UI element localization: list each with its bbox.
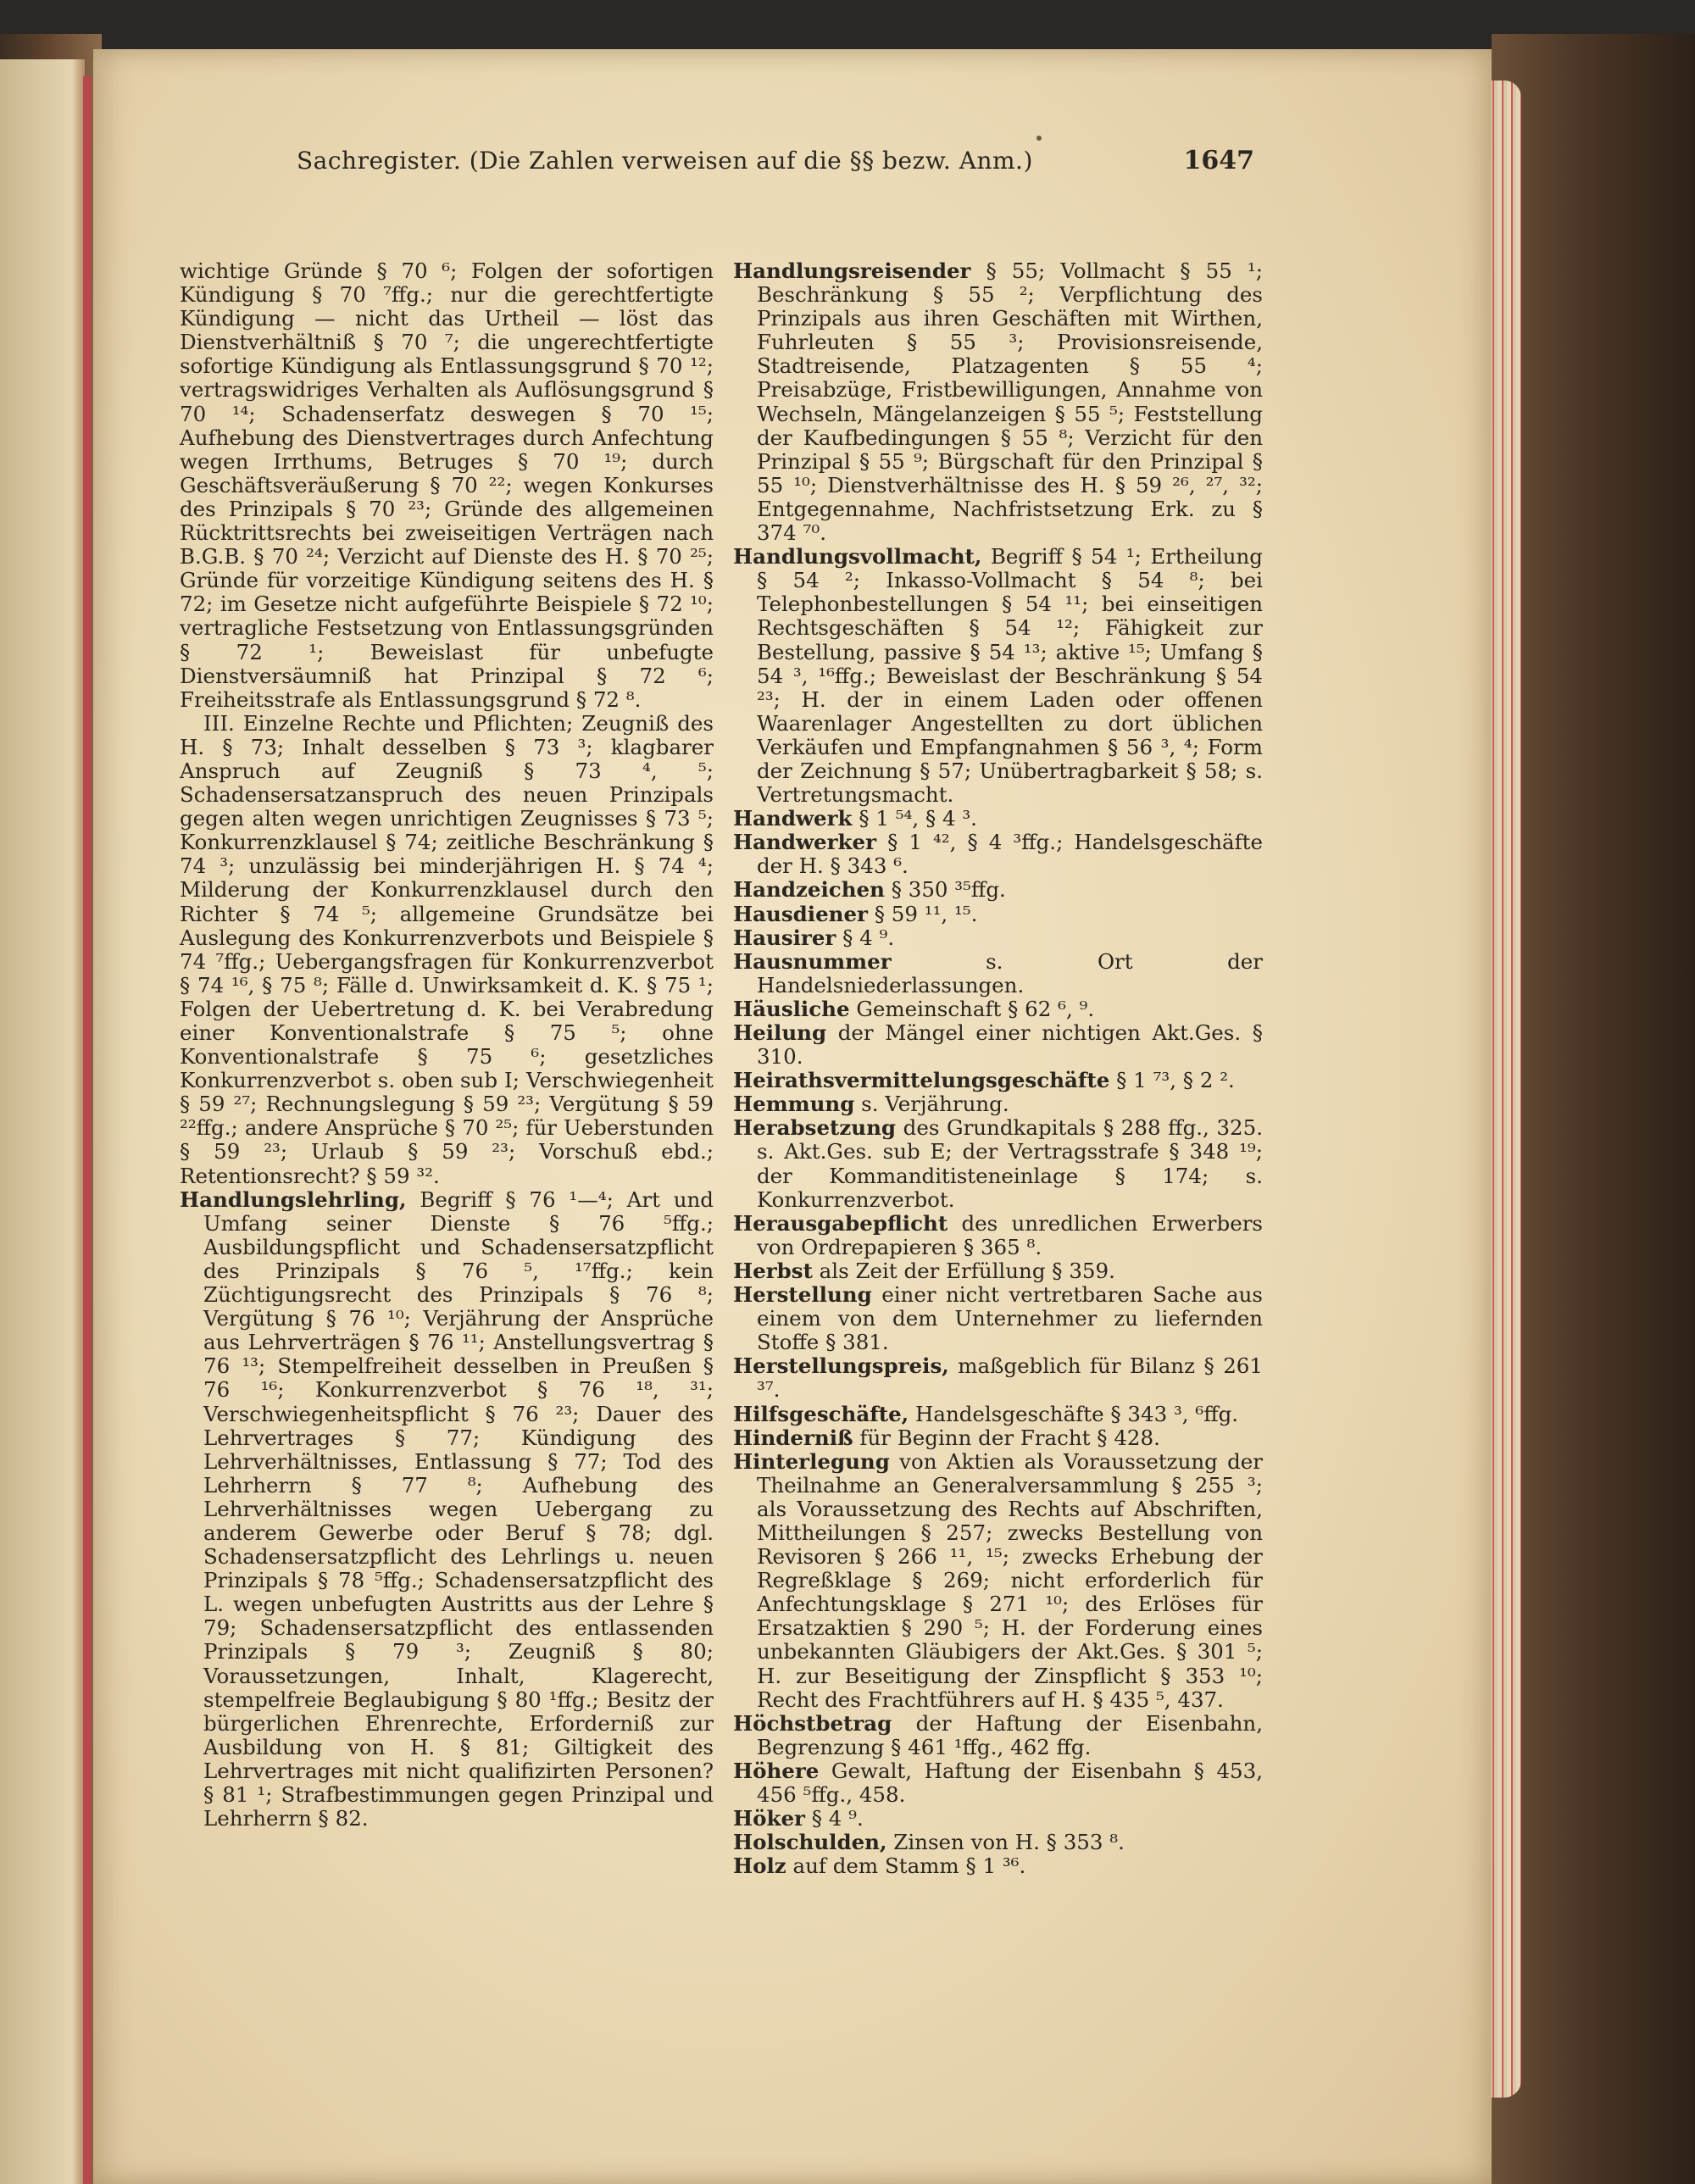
index-entry (733, 878, 1263, 902)
entry-keyword: Handwerk (733, 806, 853, 831)
index-entry (733, 926, 1263, 950)
entry-keyword: Handlungslehrling, (180, 1186, 407, 1212)
index-entry (733, 1212, 1263, 1259)
entry-text: Gemeinschaft § 62 ⁶, ⁹. (849, 996, 1095, 1021)
entry-keyword: Hausirer (733, 925, 836, 950)
entry-text: Begriff § 76 ¹—⁴; Art und Umfang seiner Dienste § 76 ⁵ffg.; Ausbildungspflicht und Schadensersatzpflicht des Prinzipals § 76 ⁵, ¹⁷ffg.; kein Züchtigungsrecht des Prinzipals § 76 ⁸; Vergütung § 76 ¹⁰; Verjährung der Ansprüche aus Lehrverträgen § 76 ¹¹; Anstellungsvertrag § 76 ¹³; Stempelfreiheit desselben in Preußen § 76 ¹⁶; Konkurrenzverbot § 76 ¹⁸, ³¹; Verschwiegenheitspflicht § 76 ²³; Dauer des Lehrvertrages § 77; Kündigung des Lehrverhältnisses, Entlassung § 77; Tod des Lehrherrn § 77 ⁸; Aufhebung des Lehrverhältnisses wegen Uebergang zu anderem Gewerbe oder Beruf § 78; dgl. Schadensersatzpflicht des Lehrlings u. neuen Prinzipals § 78 ⁵ffg.; Schadensersatzpflicht des L. wegen unbefugten Austritts aus der Lehre § 79; Schadensersatzpflicht des entlassenden Prinzipals § 79 ³; Zeugniß § 80; Voraussetzungen, Inhalt, Klagerecht, stempelfreie Beglaubigung § 80 ¹ffg.; Besitz der bürgerlichen Ehrenrechte, Erforderniß zur Ausbildung von H. § 81; Giltigkeit des Lehrvertrages mit nicht qualifizirten Personen? § 81 ¹; Strafbestimmungen gegen Prinzipal und Lehrherrn § 82. (203, 1186, 714, 1831)
entry-text: § 1 ⁵⁴, § 4 ³. (852, 806, 977, 831)
index-entry (733, 1354, 1263, 1402)
entry-text: § 4 ⁹. (836, 925, 895, 950)
entry-text: für Beginn der Fracht § 428. (853, 1425, 1160, 1450)
entry-text: § 59 ¹¹, ¹⁵. (867, 901, 978, 926)
entry-keyword: Hilfsgeschäfte, (733, 1401, 909, 1426)
entry-text: maßgeblich für Bilanz § 261 ³⁷. (757, 1353, 1263, 1403)
entry-text: auf dem Stamm § 1 ³⁶. (786, 1853, 1026, 1879)
entry-keyword: Höker (733, 1806, 805, 1831)
entry-text: s. Verjährung. (854, 1092, 1009, 1117)
entry-keyword: Holschulden, (733, 1830, 887, 1855)
entry-keyword: Höchstbetrag (733, 1710, 892, 1736)
entry-text: § 350 ³⁵ffg. (884, 877, 1006, 903)
entry-keyword: Handzeichen (733, 877, 885, 903)
entry-text: der Haftung der Eisenbahn, Begrenzung § 461 ¹ffg., 462 ffg. (757, 1710, 1263, 1759)
entry-text: der Mängel einer nichtigen Akt.Ges. § 310. (757, 1020, 1263, 1070)
book-cover-right (1492, 34, 1695, 2184)
ink-spot (1036, 136, 1042, 141)
entry-keyword: Herstellungspreis, (733, 1353, 949, 1379)
red-page-edge (83, 76, 92, 2184)
entry-keyword: Hinterlegung (733, 1448, 890, 1474)
index-entry (733, 1403, 1263, 1426)
index-entry (733, 1116, 1263, 1211)
entry-keyword: Herbst (733, 1258, 813, 1283)
entry-text: des unredlichen Erwerbers von Ordrepapieren § 365 ⁸. (757, 1210, 1263, 1259)
entry-keyword: Hinderniß (733, 1425, 853, 1450)
index-entry (733, 259, 1263, 545)
index-entry (733, 807, 1263, 831)
index-entry (733, 1259, 1263, 1283)
entry-keyword: Handlungsreisender (733, 258, 971, 283)
entry-keyword: Hemmung (733, 1092, 855, 1117)
section-paragraph: III. Einzelne Rechte und Pflichten; Zeugniß des H. § 73; Inhalt desselben § 73 ³; klagbarer Anspruch auf Zeugniß § 73 ⁴, ⁵; Schadensersatzanspruch des neuen Prinzipals gegen alten wegen unrichtigen Zeugnisses § 73 ⁵; Konkurrenzklausel § 74; zeitliche Beschränkung § 74 ³; unzulässig bei minderjährigen H. § 74 ⁴; Milderung der Konkurrenzklausel durch den Richter § 74 ⁵; allgemeine Grundsätze bei Auslegung des Konkurrenzverbots und Beispiele § 74 ⁷ffg.; Uebergangsfragen für Konkurrenzverbot § 74 ¹⁶, § 75 ⁸; Fälle d. Unwirksamkeit d. K. § 75 ¹; Folgen der Uebertretung d. K. bei Verabredung einer Konventionalstrafe § 75 ⁵; ohne Konventionalstrafe § 75 ⁶; gesetzliches Konkurrenzverbot s. oben sub I; Verschwiegenheit § 59 ²⁷; Rechnungslegung § 59 ²³; Vergütung § 59 ²²ffg.; andere Ansprüche § 70 ²⁵; für Ueberstunden § 59 ²³; Urlaub § 59 ²³; Vorschuß ebd.; Retentionsrecht? § 59 ³². (180, 710, 714, 1188)
entry-text: § 1 ⁴², § 4 ³ffg.; Handelsgeschäfte der H. § 343 ⁶. (757, 830, 1263, 879)
previous-page-edge (0, 59, 85, 2184)
entry-text: s. Ort der Handelsniederlassungen. (757, 948, 1263, 998)
entry-text: § 1 ⁷³, § 2 ². (1109, 1068, 1235, 1093)
index-entry (733, 1854, 1263, 1878)
entry-keyword: Heilung (733, 1020, 827, 1045)
entry-text: von Aktien als Voraussetzung der Theilnahme an Generalversammlung § 255 ³; als Voraussetzung des Rechts auf Abschriften, Mittheilungen § 257; zwecks Bestellung von Revisoren § 266 ¹¹, ¹⁵; zwecks Erhebung der Regreßklage § 269; nicht erforderlich für Anfechtungsklage § 271 ¹⁰; des Erlöses für Ersatzaktien § 290 ⁵; H. der Forderung eines unbekannten Gläubigers der Akt.Ges. § 301 ⁵; H. zur Beseitigung der Zinspflicht § 353 ¹⁰; Recht des Frachtführers auf H. § 435 ⁵, 437. (757, 1448, 1263, 1712)
index-entry (733, 1283, 1263, 1354)
entry-keyword: Herausgabepflicht (733, 1210, 948, 1236)
entry-text: § 55; Vollmacht § 55 ¹; Beschränkung § 55 ²; Verpflichtung des Prinzipals aus ihren Geschäften mit Wirthen, Fuhrleuten § 55 ³; Provisionsreisende, Stadtreisende, Platzagenten § 55 ⁴; Preisabzüge, Fristbewilligungen, Annahme von Wechseln, Mängelanzeigen § 55 ⁵; Feststellung der Kaufbedingungen § 55 ⁸; Verzicht für den Prinzipal § 55 ⁹; Bürgschaft für den Prinzipal § 55 ¹⁰; Dienstverhältnisse des H. § 59 ²⁶, ²⁷, ³²; Entgegennahme, Nachfristsetzung Erk. zu § 374 ⁷⁰. (757, 258, 1263, 546)
index-entry (733, 903, 1263, 926)
running-head: Sachregister. (Die Zahlen verweisen auf die §§ bezw. Anm.) (297, 147, 1033, 175)
right-column (733, 259, 1263, 1878)
index-entry (180, 1188, 714, 1831)
entry-keyword: Heirathsvermittelungsgeschäfte (733, 1068, 1110, 1093)
index-entry (733, 1021, 1263, 1069)
entry-text: als Zeit der Erfüllung § 359. (812, 1258, 1115, 1283)
left-column (180, 259, 714, 1831)
entry-text: Handelsgeschäfte § 343 ³, ⁶ffg. (909, 1401, 1239, 1426)
entry-keyword: Häusliche (733, 996, 850, 1021)
entry-keyword: Hausnummer (733, 948, 892, 974)
entry-keyword: Hausdiener (733, 901, 868, 926)
entry-keyword: Herabsetzung (733, 1115, 897, 1141)
index-entry (733, 998, 1263, 1021)
index-entry (733, 1712, 1263, 1759)
entry-text: einer nicht vertretbaren Sache aus einem von dem Unternehmer zu liefernden Stoffe § 381. (757, 1282, 1263, 1355)
index-entry (733, 950, 1263, 998)
page-header (297, 146, 1254, 175)
index-entry (733, 1426, 1263, 1450)
entry-keyword: Höhere (733, 1758, 820, 1783)
entry-text: des Grundkapitals § 288 ffg., 325. s. Akt.Ges. sub E; der Vertragsstrafe § 348 ¹⁹; der Kommanditisteneinlage § 174; s. Konkurrenzverbot. (757, 1115, 1263, 1212)
index-entry (733, 1450, 1263, 1712)
index-entry (733, 831, 1263, 878)
entry-text: Begriff § 54 ¹; Ertheilung § 54 ²; Inkasso-Vollmacht § 54 ⁸; bei Telephonbestellungen § 54 ¹¹; bei einseitigen Rechtsgeschäften § 54 ¹²; Fähigkeit zur Bestellung, passive § 54 ¹³; aktive ¹⁵; Umfang § 54 ³, ¹⁶ffg.; Beweislast der Beschränkung § 54 ²³; H. der in einem Laden oder offenen Waarenlager Angestellten zu dort üblichen Verkäufen und Empfangnahmen § 56 ³, ⁴; Form der Zeichnung § 57; Unübertragbarkeit § 58; s. Vertretungsmacht. (757, 544, 1263, 808)
index-entry (733, 1759, 1263, 1807)
continued-paragraph: wichtige Gründe § 70 ⁶; Folgen der sofortigen Kündigung § 70 ⁷ffg.; nur die gerechtfertigte Kündigung — nicht das Urtheil — löst das Dienstverhältniß § 70 ⁷; die ungerechtfertigte sofortige Kündigung als Entlassungsgrund § 70 ¹²; vertragswidriges Verhalten als Auflösungsgrund § 70 ¹⁴; Schadenserfatz deswegen § 70 ¹⁵; Aufhebung des Dienstvertrages durch Anfechtung wegen Irrthums, Betruges § 70 ¹⁹; durch Geschäftsveräußerung § 70 ²²; wegen Konkurses des Prinzipals § 70 ²³; Gründe des allgemeinen Rücktrittsrechts bei zweiseitigen Verträgen nach B.G.B. § 70 ²⁴; Verzicht auf Dienste des H. § 70 ²⁵; Gründe für vorzeitige Kündigung seitens des H. § 72; im Gesetze nicht aufgeführte Beispiele § 72 ¹⁰; vertragliche Festsetzung von Entlassungsgründen § 72 ¹; Beweislast für unbefugte Dienstversäumniß hat Prinzipal § 72 ⁶; Freiheitsstrafe als Entlassungsgrund § 72 ⁸. (180, 258, 714, 712)
index-entry (733, 1069, 1263, 1092)
index-entry (733, 1092, 1263, 1116)
index-entry (733, 1807, 1263, 1831)
page-number: 1647 (1183, 146, 1254, 175)
entry-keyword: Handlungsvollmacht, (733, 544, 982, 570)
entry-text: Gewalt, Haftung der Eisenbahn § 453, 456 ⁵ffg., 458. (757, 1758, 1263, 1807)
entry-keyword: Holz (733, 1853, 786, 1879)
index-entry (733, 545, 1263, 807)
index-entry (733, 1831, 1263, 1854)
entry-text: Zinsen von H. § 353 ⁸. (886, 1830, 1125, 1855)
entry-keyword: Herstellung (733, 1282, 872, 1308)
entry-keyword: Handwerker (733, 830, 877, 855)
entry-text: § 4 ⁹. (804, 1806, 864, 1831)
